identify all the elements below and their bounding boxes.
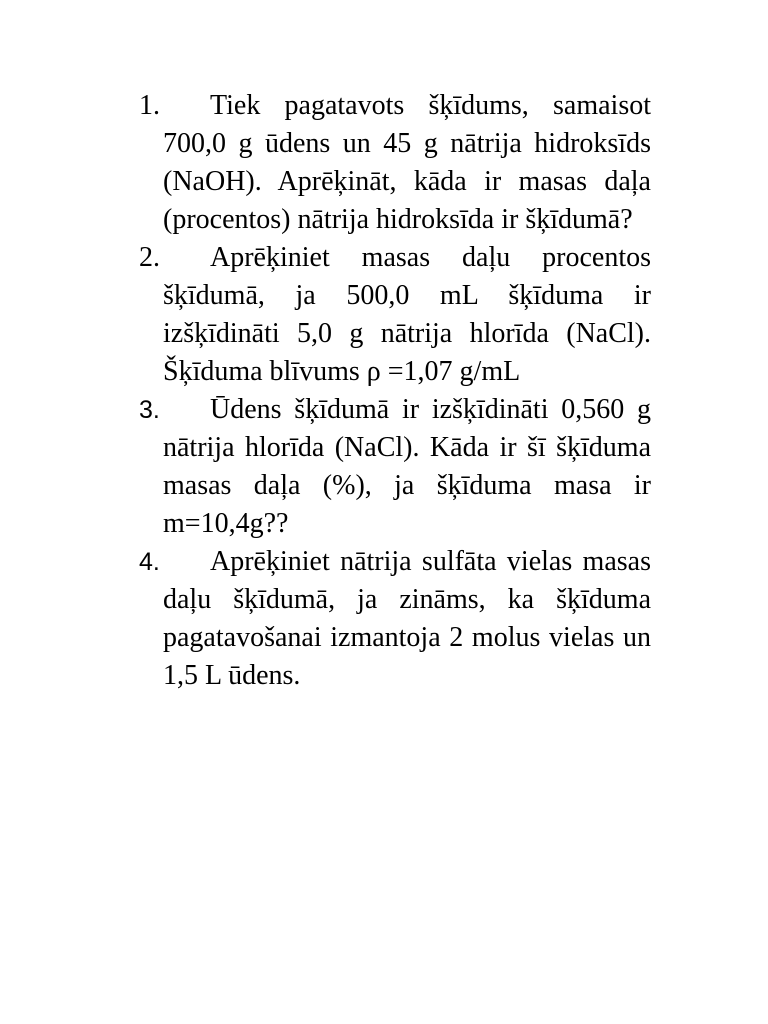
problem-2: [139, 239, 651, 391]
problem-2-number: 2.: [139, 242, 160, 273]
problem-3: [139, 391, 651, 543]
problem-1: [139, 87, 651, 239]
problem-1-text: Tiek pagatavots šķīdums, samaisot 700,0 g ūdens un 45 g nātrija hidroksīds (NaOH). Aprēķināt, kāda ir masas daļa (procentos) nātrija hidroksīda ir šķīdumā?: [163, 90, 651, 235]
chemistry-problem-list: [139, 87, 651, 695]
problem-2-text: Aprēķiniet masas daļu procentos šķīdumā, ja 500,0 mL šķīduma ir izšķīdināti 5,0 g nātrija hlorīda (NaCl). Šķīduma blīvums ρ =1,07 g/mL: [163, 242, 651, 387]
problem-3-number: 3.: [139, 396, 160, 424]
problem-3-text: Ūdens šķīdumā ir izšķīdināti 0,560 g nātrija hlorīda (NaCl). Kāda ir šī šķīduma masas daļa (%), ja šķīduma masa ir m=10,4g??: [163, 394, 651, 539]
problem-4-text: Aprēķiniet nātrija sulfāta vielas masas daļu šķīdumā, ja zināms, ka šķīduma pagatavošanai izmantoja 2 molus vielas un 1,5 L ūdens.: [163, 546, 651, 691]
problem-4-number: 4.: [139, 548, 160, 576]
problem-4: [139, 543, 651, 695]
problem-1-number: 1.: [139, 90, 160, 121]
